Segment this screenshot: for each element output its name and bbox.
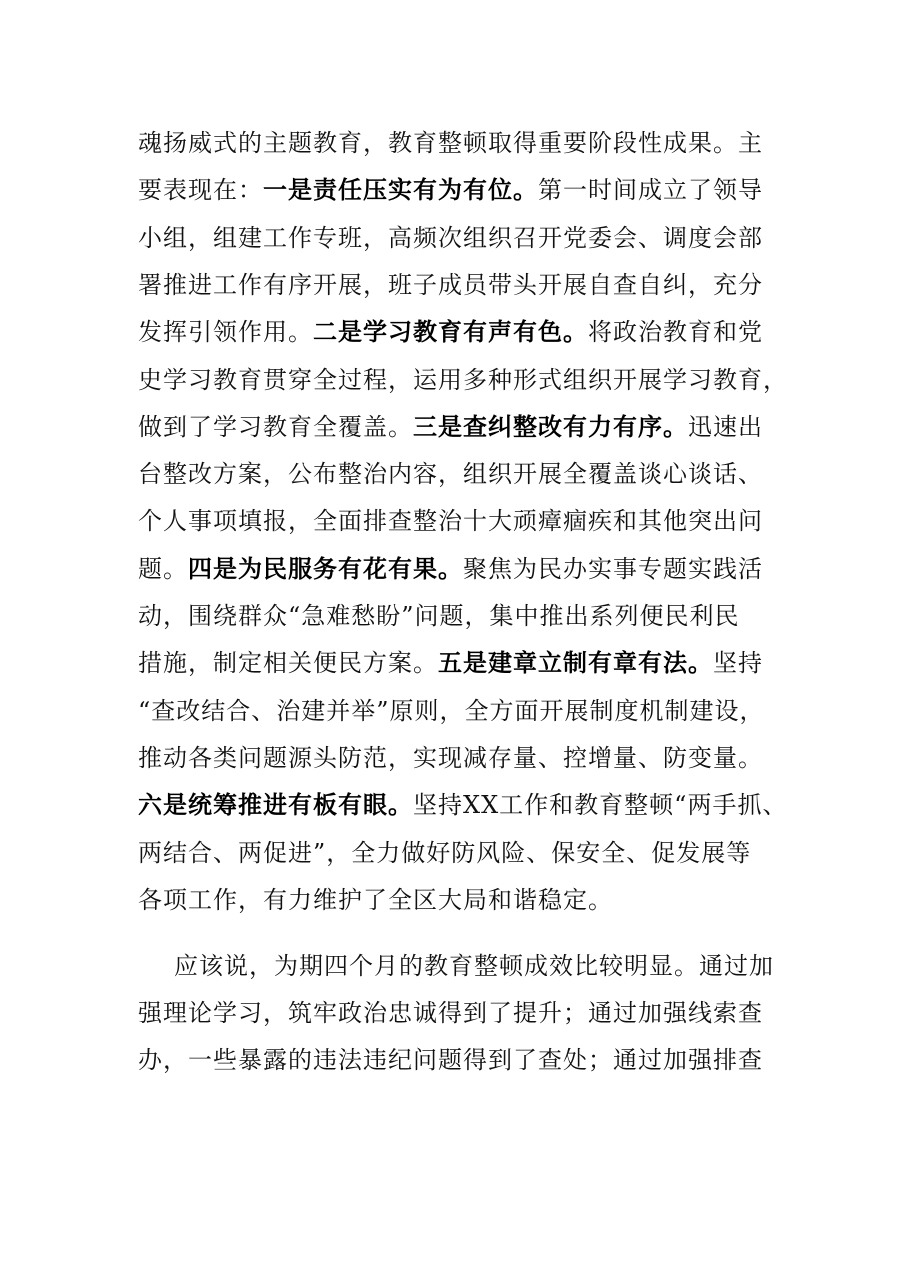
body-text: 动，围绕群众“急难愁盼”问题，集中推出系列便民利民 <box>138 602 740 630</box>
text-line <box>138 743 778 773</box>
text-line <box>138 365 788 395</box>
body-text: 各项工作，有力维护了全区大局和谐稳定。 <box>138 885 613 914</box>
bold-heading-text: 三是查纠整改有力有序。 <box>413 411 688 441</box>
bold-heading-text: 六是统筹推进有板有眼。 <box>138 790 413 820</box>
text-line <box>138 506 778 536</box>
text-line <box>138 998 778 1028</box>
body-text: 推动各类问题源头防范，实现减存量、控增量、防变量。 <box>138 743 763 772</box>
body-text: 应该说，为期四个月的教育整顿成效比较明显。通过加 <box>174 952 774 980</box>
body-text: 将政治教育和党 <box>588 318 763 347</box>
bold-heading-text: 一是责任压实有为有位。 <box>263 175 538 205</box>
body-text: “查改结合、治建并举”原则，全方面开展制度机制建设， <box>138 696 765 725</box>
text-line <box>138 1045 778 1075</box>
text-line <box>138 270 778 300</box>
body-text: 办，一些暴露的违法违纪问题得到了查处；通过加强排查 <box>138 1046 763 1074</box>
body-text: 台整改方案，公布整治内容，组织开展全覆盖谈心谈话、 <box>138 460 763 489</box>
body-text: 魂扬威式的主题教育，教育整顿取得重要阶段性成果。主 <box>138 129 763 157</box>
bold-heading-text: 五是建章立制有章有法。 <box>438 648 713 678</box>
text-line <box>138 885 778 915</box>
text-line <box>138 175 778 205</box>
body-text: 署推进工作有序开展，班子成员带头开展自查自纠，充分 <box>138 270 763 299</box>
body-text: 第一时间成立了领导 <box>538 176 763 205</box>
body-text: 坚持 <box>713 649 763 678</box>
text-line <box>138 459 778 489</box>
text-line <box>138 554 778 584</box>
text-line <box>138 601 778 631</box>
body-text: 强理论学习，筑牢政治忠诚得到了提升；通过加强线索查 <box>138 999 763 1027</box>
bold-heading-text: 四是为民服务有花有果。 <box>188 553 463 583</box>
text-line <box>138 223 778 253</box>
body-text: 要表现在： <box>138 176 263 205</box>
body-text: 个人事项填报，全面排查整治十大顽瘴痼疾和其他突出问 <box>138 507 763 536</box>
text-line <box>174 951 814 981</box>
text-line <box>138 412 778 442</box>
body-text: 措施，制定相关便民方案。 <box>138 649 438 678</box>
body-text: 题。 <box>138 554 188 583</box>
text-line <box>138 128 778 158</box>
body-text: 史学习教育贯穿全过程，运用多种形式组织开展学习教育， <box>138 365 788 394</box>
body-text: 迅速出 <box>688 412 763 441</box>
body-text: 发挥引领作用。 <box>138 318 313 347</box>
text-line <box>138 317 778 347</box>
text-line <box>138 696 778 726</box>
body-text: 两结合、两促进”，全力做好防风险、保安全、促发展等 <box>138 838 752 867</box>
body-text: 坚持XX工作和教育整顿“两手抓、 <box>413 791 788 820</box>
body-text: 做到了学习教育全覆盖。 <box>138 412 413 441</box>
text-line <box>138 648 778 678</box>
body-text: 小组，组建工作专班，高频次组织召开党委会、调度会部 <box>138 223 763 252</box>
body-text: 聚焦为民办实事专题实践活 <box>463 554 763 583</box>
text-line <box>138 790 788 820</box>
bold-heading-text: 二是学习教育有声有色。 <box>313 317 588 347</box>
text-line <box>138 838 778 868</box>
